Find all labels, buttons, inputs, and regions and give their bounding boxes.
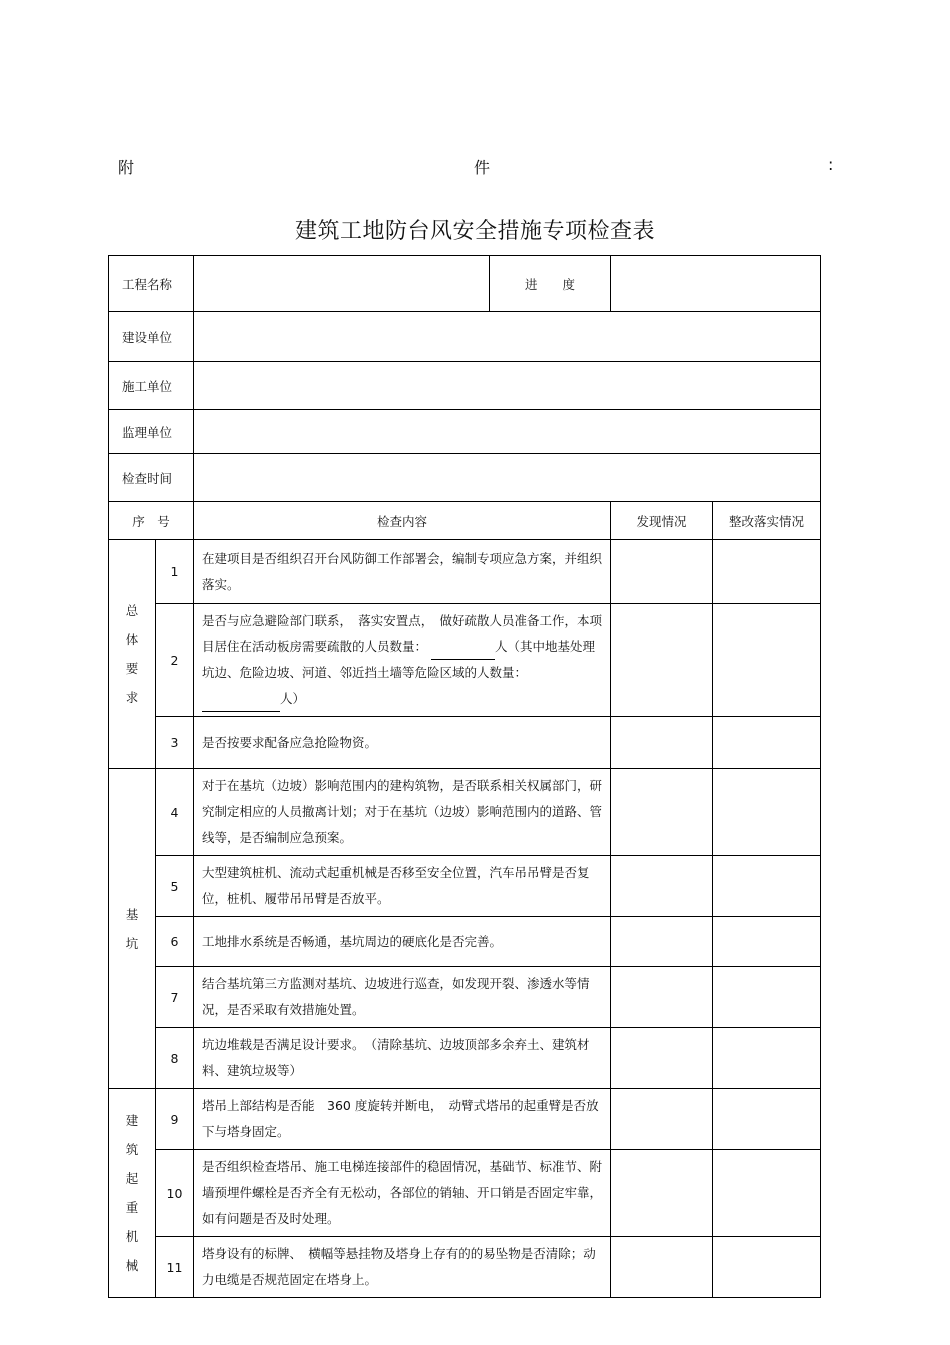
- row-check-time: [109, 454, 821, 502]
- item-number: 3: [156, 717, 194, 769]
- item-number: 2: [156, 604, 194, 717]
- inspection-table: [108, 255, 821, 1298]
- column-header-row: [109, 502, 821, 540]
- supervisor-label: 监理单位: [109, 410, 194, 454]
- item-number: 10: [156, 1150, 194, 1237]
- rectify-cell[interactable]: [713, 604, 821, 717]
- found-cell[interactable]: [611, 604, 713, 717]
- attachment-label-left: 附: [118, 158, 135, 177]
- table-row: [109, 917, 821, 967]
- item-number: 6: [156, 917, 194, 967]
- item-content: 塔吊上部结构是否能 360 度旋转并断电， 动臂式塔吊的起重臂是否放下与塔身固定。: [194, 1089, 611, 1150]
- item-content: 工地排水系统是否畅通，基坑周边的硬底化是否完善。: [194, 917, 611, 967]
- found-column-header: 发现情况: [611, 502, 713, 540]
- item-number: 7: [156, 967, 194, 1028]
- table-row: [109, 717, 821, 769]
- item-number: 9: [156, 1089, 194, 1150]
- found-cell[interactable]: [611, 1150, 713, 1237]
- project-name-label: 工程名称: [109, 256, 194, 312]
- item-number: 4: [156, 769, 194, 856]
- evacuee-count-blank[interactable]: [431, 643, 495, 660]
- found-cell[interactable]: [611, 769, 713, 856]
- rectify-cell[interactable]: [713, 1089, 821, 1150]
- rectify-cell[interactable]: [713, 540, 821, 604]
- item-content: 对于在基坑（边坡）影响范围内的建构筑物，是否联系相关权属部门，研究制定相应的人员撤离计划；对于在基坑（边坡）影响范围内的道路、管线等，是否编制应急预案。: [194, 769, 611, 856]
- item-content-part-c: 人）: [280, 691, 306, 706]
- item-content-part-a: 是否与应急避险部门联系， 落实安置点， 做好疏散人员准备工作，本项目居住在活动板房需要疏散的人员数量：: [202, 613, 603, 654]
- progress-label: 进 度: [525, 276, 576, 292]
- found-cell[interactable]: [611, 856, 713, 917]
- item-number: 8: [156, 1028, 194, 1089]
- item-content: [194, 604, 611, 717]
- attachment-colon: :: [828, 155, 834, 174]
- page-title: 建筑工地防台风安全措施专项检查表: [294, 219, 655, 244]
- category-pit: 基 坑: [109, 769, 156, 1089]
- found-cell[interactable]: [611, 717, 713, 769]
- item-number: 11: [156, 1237, 194, 1298]
- attachment-label-middle: 件: [474, 158, 491, 177]
- builder-value-cell[interactable]: [194, 312, 821, 362]
- rectify-cell[interactable]: [713, 967, 821, 1028]
- rectify-cell[interactable]: [713, 917, 821, 967]
- category-general: 总 体 要 求: [109, 540, 156, 769]
- table-row: [109, 1150, 821, 1237]
- rectify-column-header: 整改落实情况: [713, 502, 821, 540]
- table-row: [109, 540, 821, 604]
- project-name-cell[interactable]: [194, 256, 611, 312]
- builder-label: 建设单位: [109, 312, 194, 362]
- rectify-cell[interactable]: [713, 1237, 821, 1298]
- rectify-cell[interactable]: [713, 856, 821, 917]
- supervisor-value-cell[interactable]: [194, 410, 821, 454]
- row-builder: [109, 312, 821, 362]
- table-row: [109, 1237, 821, 1298]
- check-time-label: 检查时间: [109, 454, 194, 502]
- found-cell[interactable]: [611, 540, 713, 604]
- found-cell[interactable]: [611, 1089, 713, 1150]
- rectify-cell[interactable]: [713, 717, 821, 769]
- content-column-header: 检查内容: [194, 502, 611, 540]
- item-number: 1: [156, 540, 194, 604]
- row-supervisor: [109, 410, 821, 454]
- table-row: [109, 604, 821, 717]
- item-content: 大型建筑桩机、流动式起重机械是否移至安全位置，汽车吊吊臂是否复位，桩机、履带吊吊臂是否放平。: [194, 856, 611, 917]
- table-row: [109, 1028, 821, 1089]
- found-cell[interactable]: [611, 967, 713, 1028]
- item-content: 塔身设有的标牌、 横幅等悬挂物及塔身上存有的的易坠物是否清除；动力电缆是否规范固定在塔身上。: [194, 1237, 611, 1298]
- seq-column-header: 序 号: [109, 502, 194, 540]
- progress-value-cell[interactable]: [611, 256, 821, 312]
- table-row: [109, 769, 821, 856]
- row-project-name: [109, 256, 821, 312]
- danger-zone-count-blank[interactable]: [202, 695, 280, 712]
- table-row: [109, 967, 821, 1028]
- found-cell[interactable]: [611, 917, 713, 967]
- found-cell[interactable]: [611, 1028, 713, 1089]
- item-content: 结合基坑第三方监测对基坑、边坡进行巡查，如发现开裂、渗透水等情况，是否采取有效措施处置。: [194, 967, 611, 1028]
- item-number: 5: [156, 856, 194, 917]
- category-crane: 建 筑 起 重 机 械: [109, 1089, 156, 1298]
- item-content: 坑边堆载是否满足设计要求。 （清除基坑、边坡顶部多余弃土、建筑材料、建筑垃圾等）: [194, 1028, 611, 1089]
- constructor-label: 施工单位: [109, 362, 194, 410]
- constructor-value-cell[interactable]: [194, 362, 821, 410]
- table-row: [109, 856, 821, 917]
- check-time-value-cell[interactable]: [194, 454, 821, 502]
- table-row: [109, 1089, 821, 1150]
- item-content-part-b: 人（其中地基处理坑边、危险边坡、河道、邻近挡土墙等危险区域的人数量：: [202, 639, 596, 680]
- item-content: 是否组织检查塔吊、施工电梯连接部件的稳固情况，基础节、标准节、附墙预埋件螺栓是否齐全有无松动，各部位的销轴、开口销是否固定牢靠，如有问题是否及时处理。: [194, 1150, 611, 1237]
- attachment-header: [0, 155, 950, 179]
- rectify-cell[interactable]: [713, 1150, 821, 1237]
- item-content: 在建项目是否组织召开台风防御工作部署会，编制专项应急方案，并组织落实。: [194, 540, 611, 604]
- rectify-cell[interactable]: [713, 769, 821, 856]
- item-content: 是否按要求配备应急抢险物资。: [194, 717, 611, 769]
- rectify-cell[interactable]: [713, 1028, 821, 1089]
- row-constructor: [109, 362, 821, 410]
- found-cell[interactable]: [611, 1237, 713, 1298]
